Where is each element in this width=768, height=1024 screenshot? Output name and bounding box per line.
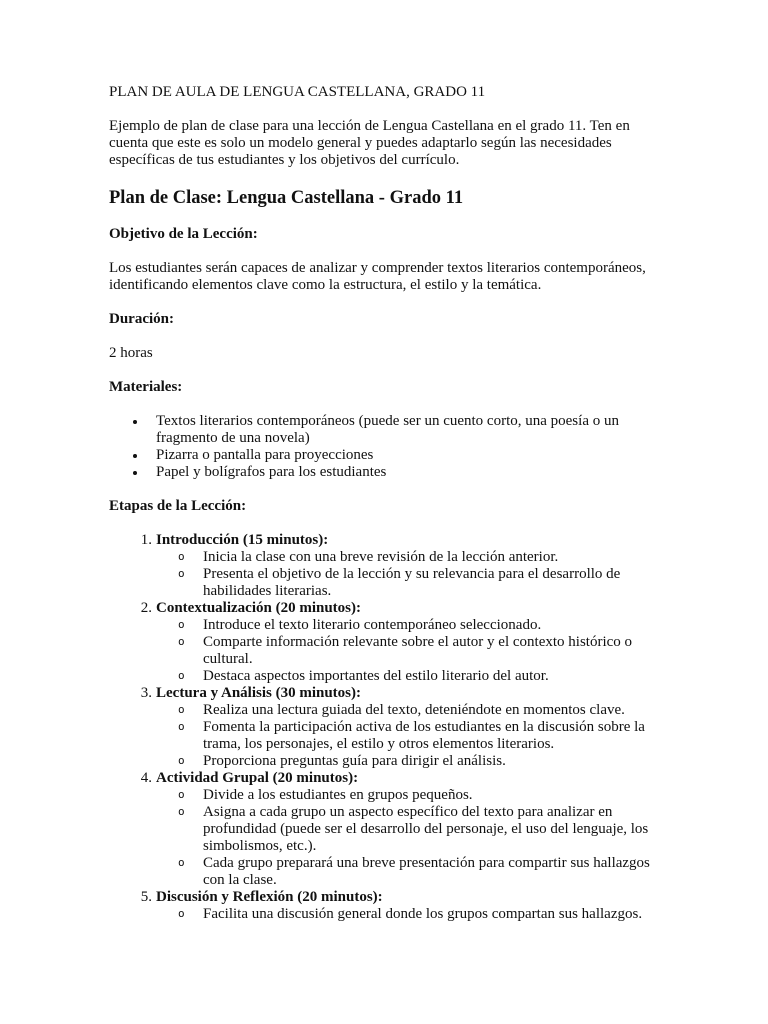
- stage-item: [140, 770, 669, 889]
- stage-subitem: o Destaca aspectos importantes del estilo literario del autor.: [203, 668, 669, 685]
- stages-heading: Etapas de la Lección:: [109, 498, 247, 514]
- objective-heading: Objetivo de la Lección:: [109, 226, 258, 242]
- stage-number: 4.: [140, 770, 152, 786]
- stage-title: Lectura y Análisis (30 minutos):: [156, 685, 362, 701]
- materials-list-item: Textos literarios contemporáneos (puede ser un cuento corto, una poesía o un fragmento de una novela): [156, 413, 669, 447]
- stage-subitem: o Cada grupo preparará una breve presentación para compartir sus hallazgos con la clase.: [203, 855, 669, 889]
- document-title: PLAN DE AULA DE LENGUA CASTELLANA, GRADO 11: [109, 84, 486, 100]
- stage-item: [140, 685, 669, 770]
- stage-subitem: o Inicia la clase con una breve revisión de la lección anterior.: [203, 549, 669, 566]
- stage-title: Contextualización (20 minutos):: [156, 600, 361, 616]
- stage-subitem: o Asigna a cada grupo un aspecto específico del texto para analizar en profundidad (puede ser el desarrollo del personaje, el uso del lenguaje, los simbolismos, etc.).: [203, 804, 669, 855]
- stage-subitems: [156, 617, 669, 685]
- stage-subitem: o Comparte información relevante sobre el autor y el contexto histórico o cultural.: [203, 634, 669, 668]
- stage-subitem: o Presenta el objetivo de la lección y su relevancia para el desarrollo de habilidades literarias.: [203, 566, 669, 600]
- stage-title: Actividad Grupal (20 minutos):: [156, 770, 359, 786]
- stage-title: Introducción (15 minutos):: [156, 532, 329, 548]
- plan-heading: Plan de Clase: Lengua Castellana - Grado 11: [109, 188, 464, 208]
- stage-number: 5.: [140, 889, 152, 905]
- materials-list-item: Pizarra o pantalla para proyecciones: [156, 447, 669, 464]
- stage-item: [140, 600, 669, 685]
- duration-text: 2 horas: [109, 345, 153, 361]
- stage-title: Discusión y Reflexión (20 minutos):: [156, 889, 383, 905]
- materials-list: [109, 413, 669, 481]
- stage-number: 1.: [140, 532, 152, 548]
- stage-subitems: [156, 549, 669, 600]
- document-page: [109, 84, 669, 923]
- stage-number: 2.: [140, 600, 152, 616]
- duration-heading: Duración:: [109, 311, 174, 327]
- stage-subitem: o Introduce el texto literario contemporáneo seleccionado.: [203, 617, 669, 634]
- stage-subitem: o Divide a los estudiantes en grupos pequeños.: [203, 787, 669, 804]
- stage-subitem: o Realiza una lectura guiada del texto, deteniéndote en momentos clave.: [203, 702, 669, 719]
- stage-subitems: [156, 906, 669, 923]
- stage-number: 3.: [140, 685, 152, 701]
- materials-heading: Materiales:: [109, 379, 183, 395]
- stage-subitems: [156, 787, 669, 889]
- stage-subitem: o Proporciona preguntas guía para dirigir el análisis.: [203, 753, 669, 770]
- intro-paragraph: Ejemplo de plan de clase para una lección de Lengua Castellana en el grado 11. Ten en cuenta que este es solo un modelo general y puedes adaptarlo según las necesidades específicas de tus estudiantes y los objetivos del currículo.: [109, 118, 630, 168]
- objective-text: Los estudiantes serán capaces de analizar y comprender textos literarios contemporáneos, identificando elementos clave como la estructura, el estilo y la temática.: [109, 260, 646, 293]
- stage-item: [140, 889, 669, 923]
- stage-item: [140, 532, 669, 600]
- stage-subitem: o Fomenta la participación activa de los estudiantes en la discusión sobre la trama, los personajes, el estilo y otros elementos literarios.: [203, 719, 669, 753]
- stage-subitems: [156, 702, 669, 770]
- stages-list: [109, 532, 669, 923]
- materials-list-item: Papel y bolígrafos para los estudiantes: [156, 464, 669, 481]
- stage-subitem: o Facilita una discusión general donde los grupos compartan sus hallazgos.: [203, 906, 669, 923]
